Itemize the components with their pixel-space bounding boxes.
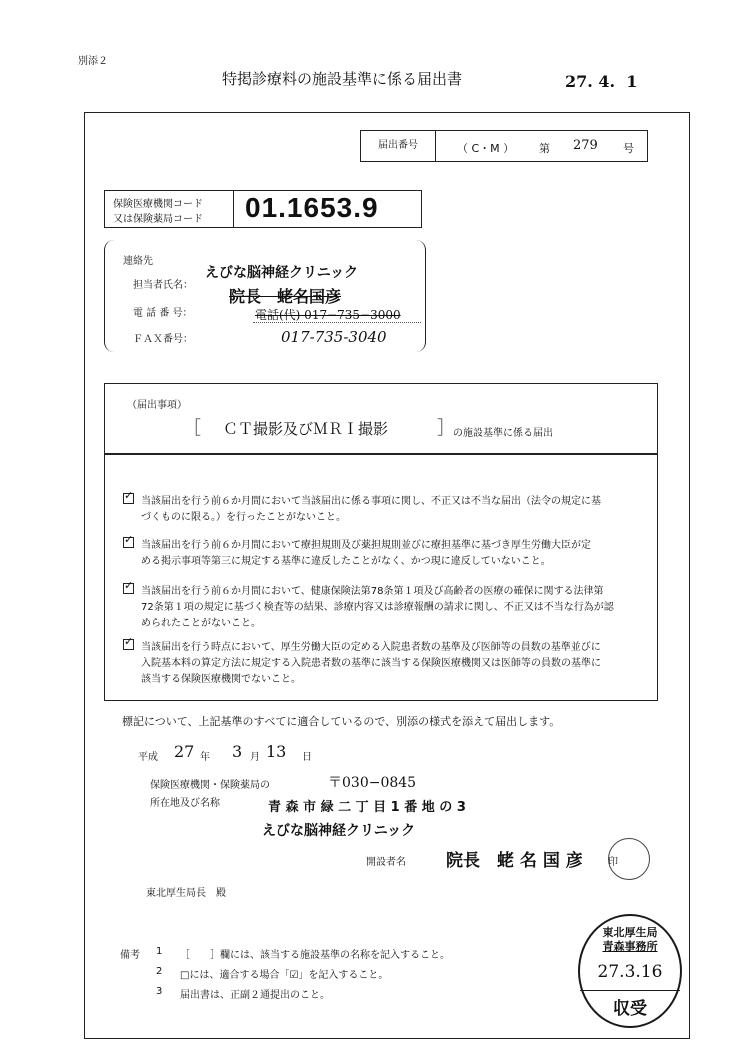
checklist-line: 当該届出を行う前６か月間において療担規則及び薬担規則並びに療担基準に基づき厚生労働大臣が定 — [141, 540, 591, 551]
checkbox-checked-icon — [123, 639, 134, 650]
date-era: 平成 — [138, 752, 158, 763]
checklist-line: 当該届出を行う時点において、厚生労働大臣の定める入院患者数の基準及び医師等の員数の基準並びに — [141, 642, 601, 653]
address-label-line1: 保険医療機関・保険薬局の — [150, 780, 270, 791]
phone-value: 電話(代) 017−735−3000 — [255, 308, 401, 322]
person-label: 担当者氏名： — [133, 280, 193, 291]
contact-heading: 連絡先 — [123, 256, 153, 267]
stamp-line2: 青森事務所 — [602, 940, 658, 953]
checkbox-checked-icon — [123, 583, 134, 594]
founder-label: 開設者名 — [366, 857, 406, 868]
institution-code-value: 01.1653.9 — [245, 192, 379, 223]
institution-code-box — [104, 190, 422, 228]
notification-heading: （届出事項） — [127, 400, 187, 411]
date-day: 13 — [266, 742, 287, 761]
document-title: 特掲診療料の施設基準に係る届出書 — [222, 70, 463, 88]
address-label-line2: 所在地及び名称 — [150, 798, 220, 809]
filing-number-value: 279 — [573, 138, 598, 153]
filing-code: （ C・M ） — [457, 142, 515, 155]
institution-code-label — [105, 191, 234, 227]
checklist-line: 72条第１項の規定に基づく検査等の結果、診療内容又は診療報酬の請求に関し、不正又は不当な行為が認 — [141, 602, 614, 613]
received-stamp — [578, 914, 682, 1028]
stamp-received: 収受 — [613, 999, 647, 1019]
checklist-line: 当該届出を行う前６か月間において当該届出に係る事項に関し、不正又は不当な届出（法令の規定に基 — [141, 496, 601, 507]
notification-suffix: の施設基準に係る届出 — [453, 428, 553, 439]
declaration-text: 標記について、上記基準のすべてに適合しているので、別添の様式を添えて届出します。 — [122, 715, 561, 728]
fax-underline — [253, 322, 421, 323]
date-month: 3 — [232, 742, 243, 761]
checklist-line: 該当する保険医療機関でないこと。 — [141, 674, 301, 685]
stamp-date: 27.3.16 — [597, 962, 663, 982]
recipient: 東北厚生局長 殿 — [146, 888, 226, 899]
submission-date — [138, 742, 338, 764]
notification-box — [104, 383, 658, 455]
fax-label: ＦＡＸ番号： — [133, 334, 193, 345]
note-text: □には、適合する場合「☑」を記入すること。 — [180, 970, 389, 981]
institution-code-label-line2: 又は保険薬局コード — [113, 214, 203, 225]
clinic-name: えびな脳神経クリニック — [262, 823, 416, 839]
date-month-unit: 月 — [250, 752, 260, 763]
filing-go: 号 — [623, 142, 634, 155]
founder-name: 院長 蛯 名 国 彦 — [446, 851, 583, 871]
checklist-line: められたことがないこと。 — [141, 618, 261, 629]
note-num: 1 — [156, 946, 163, 957]
fax-value: 017-735-3040 — [281, 328, 387, 346]
note-num: 3 — [156, 986, 163, 997]
bracket-open: ［ — [183, 418, 201, 439]
bracket-close: ］ — [437, 418, 455, 439]
notes-label: 備考 — [120, 950, 140, 961]
checklist-line: める掲示事項等第三に規定する基準に違反したことがなく、かつ現に違反していないこと。 — [141, 556, 551, 567]
address-line: 青 森 市 緑 二 丁 目 1 番 地 の 3 — [268, 800, 466, 815]
checklist-line: づくものに限る。）を行ったことがないこと。 — [141, 512, 346, 523]
date-year: 27 — [174, 742, 195, 761]
checklist-line: 当該届出を行う前６か月間において、健康保険法第78条第１項及び高齢者の医療の確保に関する法律第 — [141, 586, 604, 597]
filing-number-label: 届出番号 — [361, 131, 436, 161]
note-text: 届出書は、正副２通提出のこと。 — [180, 990, 330, 1001]
note-num: 2 — [156, 966, 163, 977]
date-day-unit: 日 — [302, 752, 312, 763]
filing-dai: 第 — [539, 142, 550, 155]
institution-code-label-line1: 保険医療機関コード — [113, 199, 203, 210]
attachment-label: 別添２ — [78, 56, 108, 67]
note-text: ［ ］欄には、該当する施設基準の名称を記入すること。 — [180, 950, 450, 961]
person-value-line2: 院長 蛯名国彦 — [229, 287, 342, 306]
contact-box — [104, 240, 426, 352]
checklist-line: 入院基本料の算定方法に規定する入院患者数の基準に該当する保険医療機関又は医師等の員数の基準に — [141, 658, 601, 669]
filing-number-box — [360, 130, 648, 162]
postal-code: 〒030−0845 — [328, 775, 417, 791]
stamp-divider — [580, 990, 680, 991]
stamp-line1: 東北厚生局 — [602, 926, 658, 939]
date-stamp: 27. 4. 1 — [565, 72, 638, 91]
checkbox-checked-icon — [123, 493, 134, 504]
checkbox-checked-icon — [123, 537, 134, 548]
date-year-unit: 年 — [200, 752, 210, 763]
notification-item: ＣＴ撮影及びＭＲＩ撮影 — [223, 420, 389, 438]
phone-label: 電 話 番 号： — [133, 308, 193, 319]
checklist-box — [104, 453, 658, 701]
person-value-line1: えびな脳神経クリニック — [205, 265, 359, 281]
seal-mark: 印 — [608, 857, 618, 868]
